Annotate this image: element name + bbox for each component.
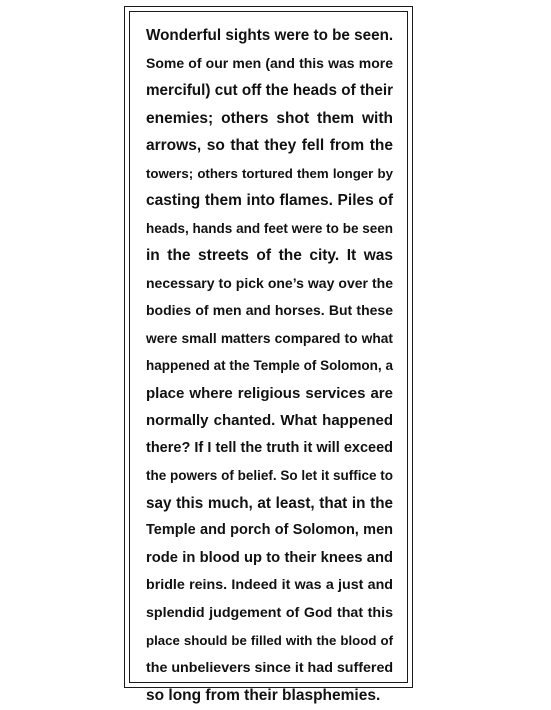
passage-line: so long from their blasphemies. — [146, 687, 381, 704]
passage-line: in the streets of the city. It was — [146, 247, 393, 264]
passage-line: merciful) cut off the heads of their — [146, 82, 393, 99]
passage-line: towers; others tortured them longer by — [146, 165, 393, 181]
passage-line: casting them into flames. Piles of — [146, 192, 393, 209]
passage-line: Wonderful sights were to be seen. — [146, 27, 394, 44]
passage-line: enemies; others shot them with — [146, 109, 393, 127]
passage-line: heads, hands and feet were to be seen — [146, 220, 393, 236]
passage-line: normally chanted. What happened — [146, 412, 393, 429]
passage-line: necessary to pick one’s way over the — [146, 274, 393, 291]
passage-line: Some of our men (and this was more — [146, 54, 393, 71]
passage-line: the unbelievers since it had suffered — [146, 659, 394, 676]
passage-line: rode in blood up to their knees and — [146, 549, 393, 566]
passage-line: place should be filled with the blood of — [146, 633, 393, 648]
passage-line: splendid judgement of God that this — [146, 604, 393, 621]
passage-line: happened at the Temple of Solomon, a — [146, 358, 393, 373]
passage-line: were small matters compared to what — [146, 330, 393, 346]
passage-line: bridle reins. Indeed it was a just and — [146, 577, 393, 593]
passage-text — [146, 22, 393, 710]
passage-line: say this much, at least, that in the — [146, 494, 393, 512]
passage-line: there? If I tell the truth it will exceed — [146, 439, 393, 456]
passage-line: bodies of men and horses. But these — [146, 302, 393, 318]
passage-line: Temple and porch of Solomon, men — [146, 522, 393, 538]
passage-line: arrows, so that they fell from the — [146, 137, 393, 154]
passage-line: the powers of belief. So let it suffice to — [146, 468, 393, 483]
passage-line: place where religious services are — [146, 384, 393, 402]
